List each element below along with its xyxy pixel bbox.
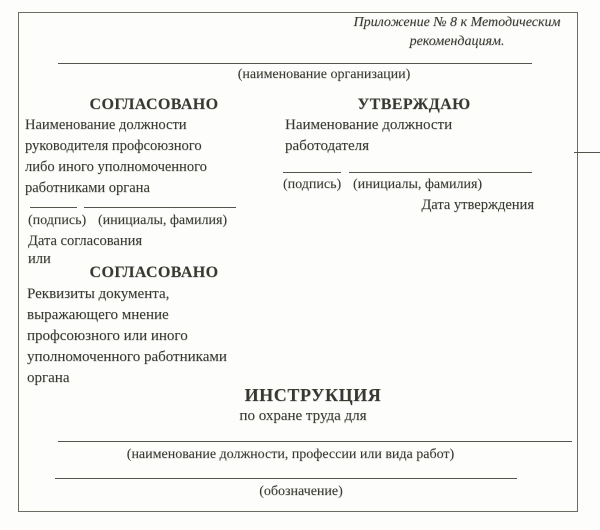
agreed1-or-label: или bbox=[28, 251, 51, 267]
approved-body-line: работодателя bbox=[285, 138, 370, 154]
approved-sign-caption: (подпись) bbox=[283, 177, 342, 192]
annex-note-line1: Приложение № 8 к Методическим bbox=[353, 15, 561, 30]
instruction-title: ИНСТРУКЦИЯ bbox=[244, 385, 382, 405]
position-fill-line bbox=[58, 441, 572, 442]
organization-fill-line bbox=[58, 63, 532, 64]
agreed2-body bbox=[27, 284, 263, 389]
agreed1-body-line: либо иного уполномоченного bbox=[25, 159, 207, 175]
approved-date-caption: Дата утверждения bbox=[421, 197, 534, 213]
agreed1-body-line: Наименование должности bbox=[25, 117, 187, 133]
agreed1-name-caption: (инициалы, фамилия) bbox=[98, 213, 228, 228]
agreed2-body-line: органа bbox=[27, 370, 70, 386]
designation-fill-line bbox=[55, 478, 517, 479]
annex-note bbox=[332, 13, 582, 51]
agreed1-body bbox=[25, 115, 249, 199]
agreed2-body-line: выражающего мнение bbox=[27, 307, 169, 323]
agreed1-date-caption: Дата согласования bbox=[28, 233, 143, 249]
agreed1-name-line bbox=[84, 207, 236, 208]
approved-body-line: Наименование должности bbox=[285, 117, 453, 133]
designation-caption: (обозначение) bbox=[259, 484, 343, 499]
scan-artifact-line bbox=[574, 152, 600, 153]
approved-body bbox=[285, 115, 505, 157]
approved-title: УТВЕРЖДАЮ bbox=[357, 96, 471, 113]
agreed2-body-line: профсоюзного или иного bbox=[27, 328, 188, 344]
approved-signature-line bbox=[283, 172, 341, 173]
instruction-subtitle: по охране труда для bbox=[239, 408, 367, 424]
agreed1-title: СОГЛАСОВАНО bbox=[89, 96, 219, 113]
agreed2-body-line: Реквизиты документа, bbox=[27, 286, 170, 302]
agreed1-body-line: работниками органа bbox=[25, 180, 150, 196]
annex-note-line2: рекомендациям. bbox=[409, 34, 505, 49]
approved-name-caption: (инициалы, фамилия) bbox=[353, 177, 483, 192]
agreed1-body-line: руководителя профсоюзного bbox=[25, 138, 202, 154]
document-border bbox=[18, 12, 578, 512]
agreed2-body-line: уполномоченного работниками bbox=[27, 349, 227, 365]
position-caption: (наименование должности, профессии или вида работ) bbox=[126, 447, 455, 462]
agreed1-sign-caption: (подпись) bbox=[28, 213, 87, 228]
approved-name-line bbox=[349, 172, 532, 173]
agreed1-signature-line bbox=[30, 207, 77, 208]
agreed2-title: СОГЛАСОВАНО bbox=[89, 264, 219, 281]
organization-caption: (наименование организации) bbox=[237, 67, 411, 82]
